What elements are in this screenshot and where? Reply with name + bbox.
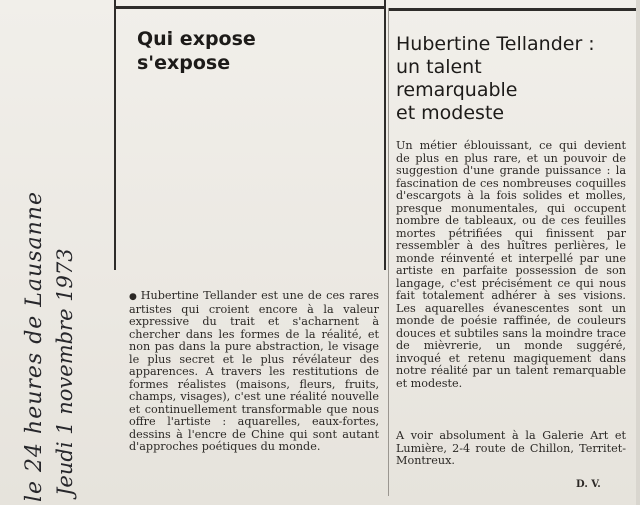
left-column-paragraph bbox=[129, 290, 379, 454]
left-paragraph-text: Hubertine Tellander est une de ces rares artistes qui croient encore à la valeur expressive du trait et s'acharnent à chercher dans les formes de la réalité, et non pas dans la pure abstraction, le visage le plus secret et le plus révélateur des apparences. A travers les restitutions de formes réalistes (maisons, fleurs, fruits, champs, visages), c'est une réalité nouvelle et continuellement transformable que nous offre l'artiste : aquarelles, eaux-fortes, dessins à l'encre de Chine qui sont autant d'approches poétiques du monde. bbox=[129, 289, 380, 453]
headline-line-4: et modeste bbox=[396, 102, 505, 124]
headline-line-2: un talent bbox=[396, 56, 482, 78]
column-title bbox=[137, 27, 256, 75]
handwritten-source-line: le 24 heures de Lausanne bbox=[22, 191, 47, 502]
author-signature: D. V. bbox=[576, 479, 601, 490]
handwritten-note bbox=[20, 32, 80, 502]
clipping-edge bbox=[636, 0, 640, 505]
headline-line-3: remarquable bbox=[396, 79, 518, 101]
column-divider bbox=[388, 8, 389, 496]
bullet-icon: ● bbox=[129, 292, 138, 302]
column-title-line-2: s'expose bbox=[137, 52, 231, 74]
right-column-paragraph: Un métier éblouissant, ce qui devient de plus en plus rare, et un pouvoir de suggestion d'une grande puissance : la fascination de ces nombreuses coquilles d'escargots à la fois solides et molles, presque monumentales, qui occupent nombre de tableaux, ou de ces feuilles mortes pétrifiées qui finissent par ressembler à des huîtres perlières, le monde réinventé et interpellé par une artiste en parfaite possession de son langage, c'est précisément ce qui nous fait totalement adhérer à ses visions. Les aquarelles évanescentes sont un monde de poésie raffinée, de couleurs douces et subtiles sans la moindre trace de mièvrerie, un monde suggéré, invoqué et retenu magiquement dans notre réalité par un talent remarquable et modeste. bbox=[396, 139, 626, 390]
headline-line-1: Hubertine Tellander : bbox=[396, 33, 595, 55]
handwritten-date-line: Jeudi 1 novembre 1973 bbox=[53, 248, 77, 496]
column-title-line-1: Qui expose bbox=[137, 28, 256, 50]
article-headline bbox=[396, 33, 634, 125]
right-column-top-rule bbox=[388, 8, 636, 11]
gallery-info-paragraph: A voir absolument à la Galerie Art et Lumière, 2-4 route de Chillon, Territet-Montreux. bbox=[396, 429, 626, 467]
